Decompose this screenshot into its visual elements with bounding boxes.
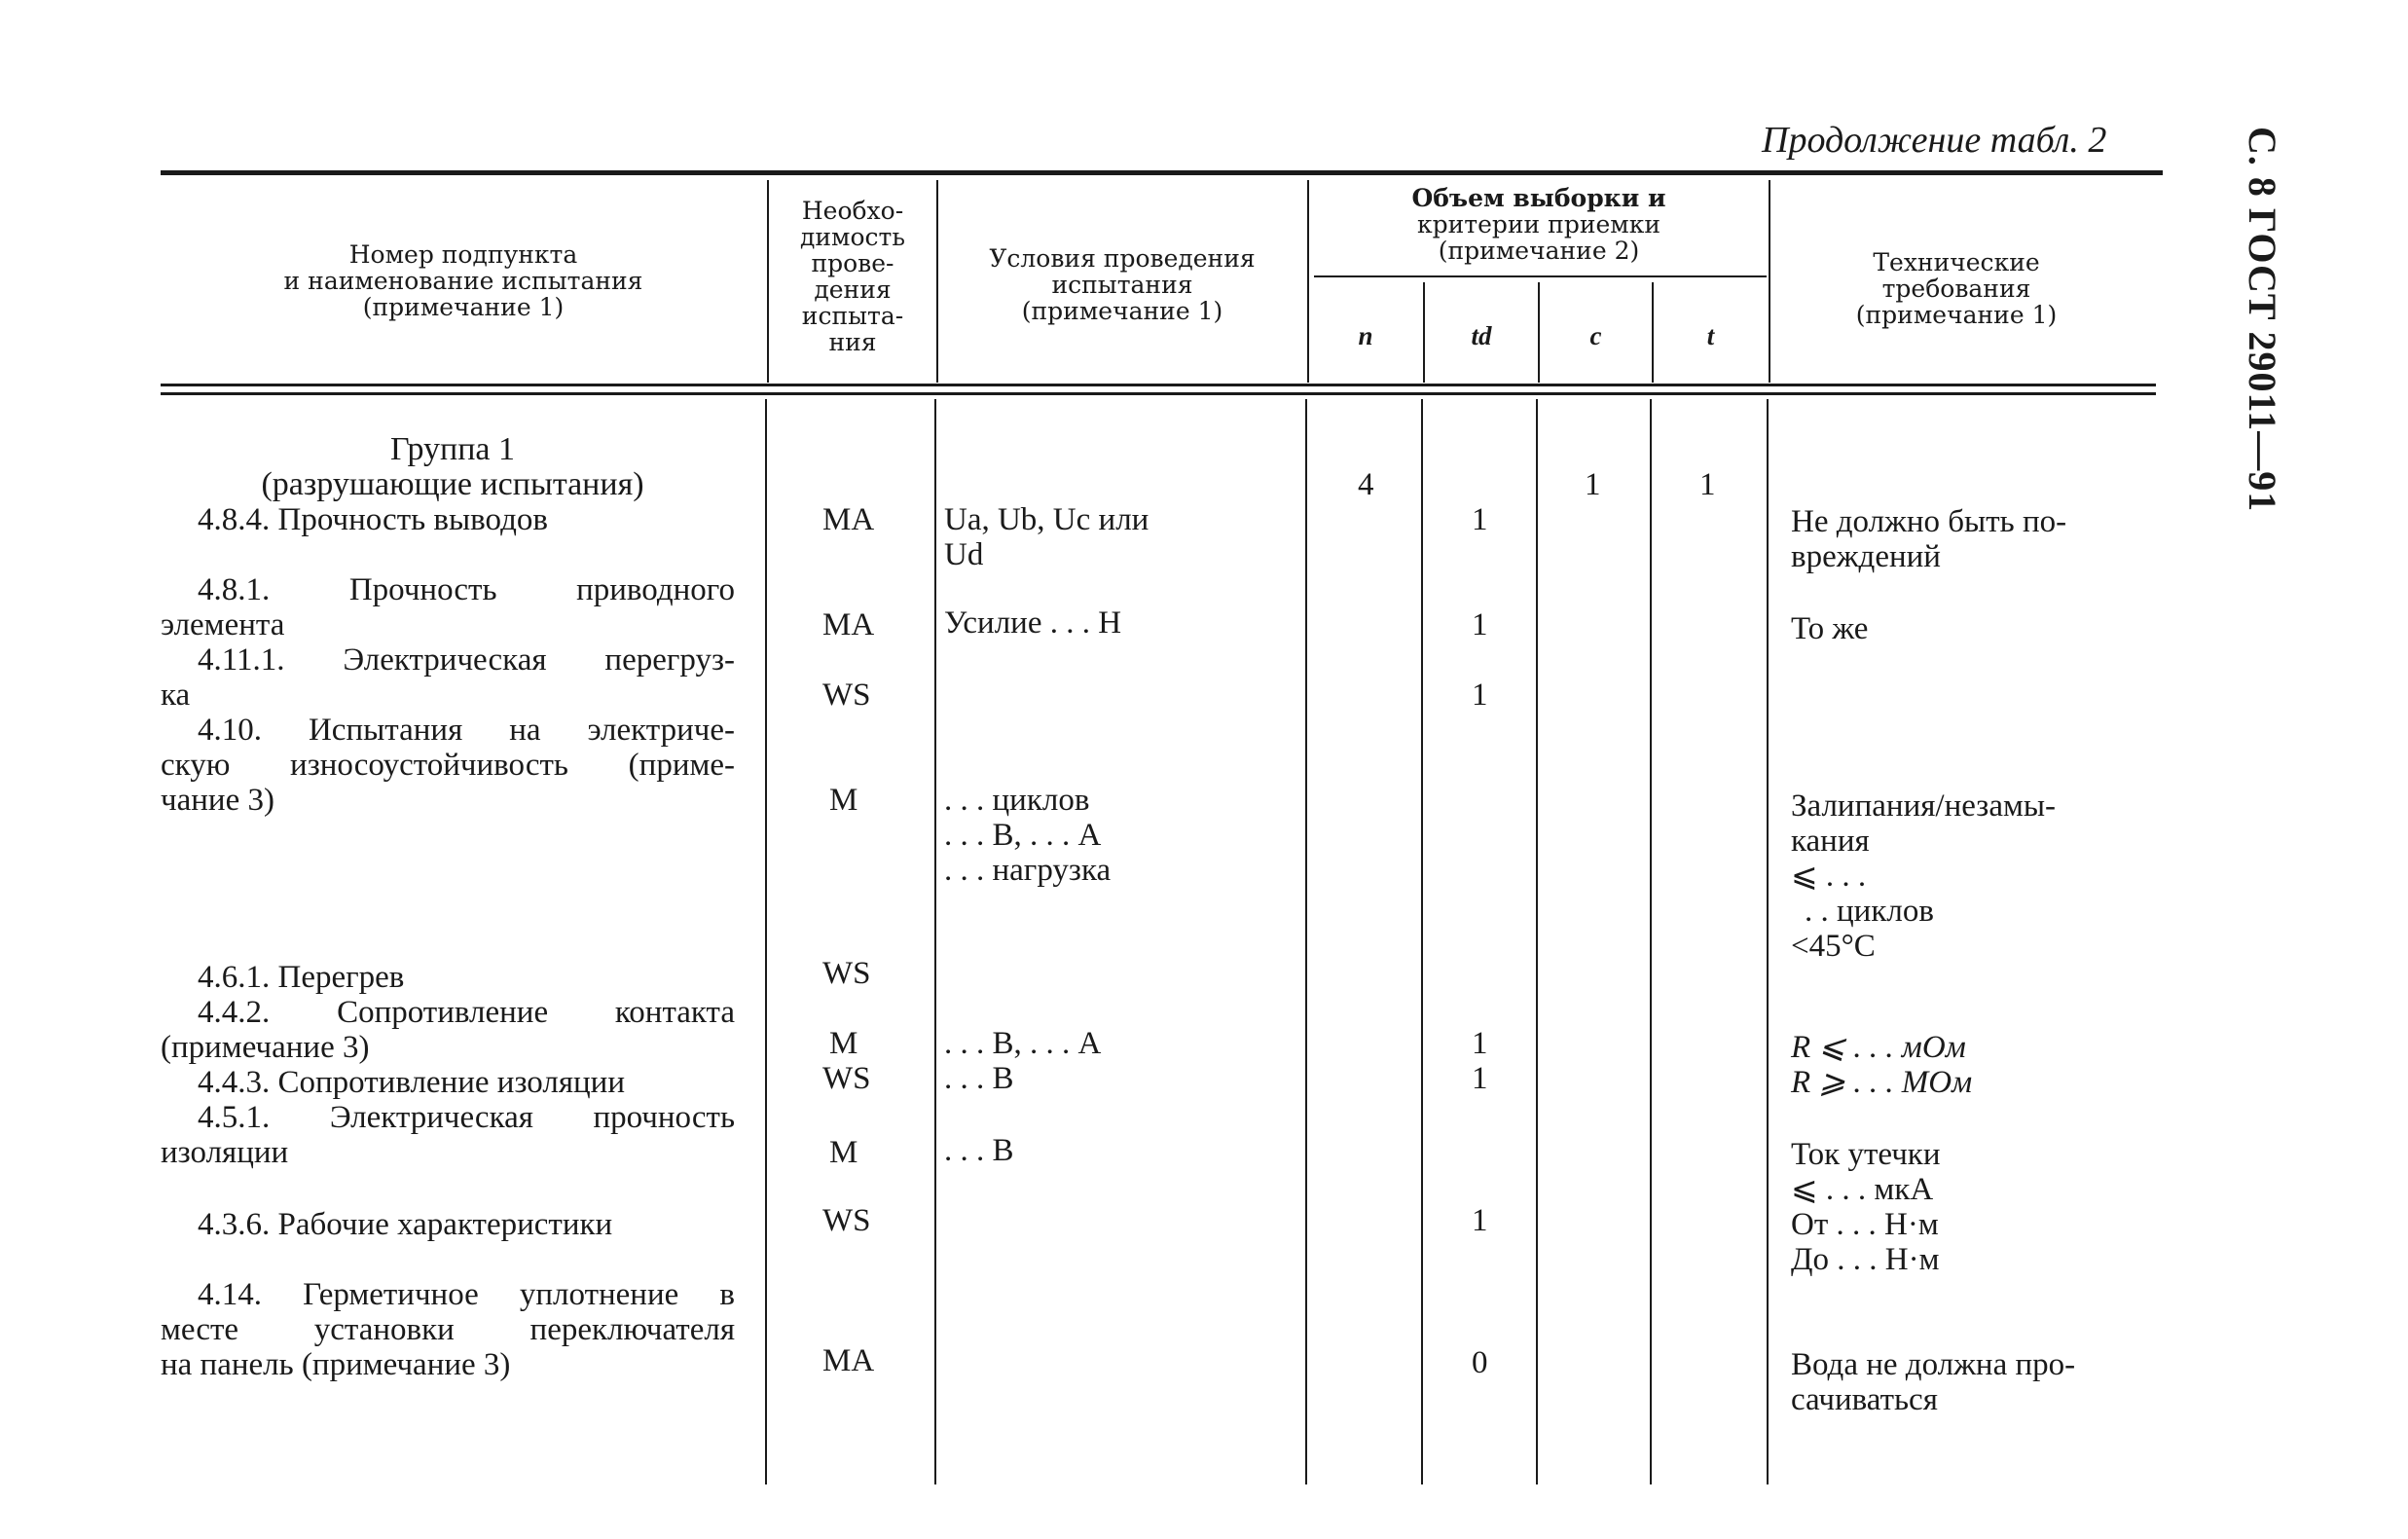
test-requirements: От . . . Н·м До . . . Н·м [1791,1207,1940,1277]
header-divider [936,180,938,383]
test-conditions: Усилие . . . Н [944,605,1122,641]
test-td: 1 [1472,1203,1488,1238]
group-criterion-c: 1 [1585,467,1601,502]
test-requirements: Ток утечки ⩽ . . . мкА [1791,1137,1941,1207]
group-criterion-t: 1 [1699,467,1716,502]
test-necessity: M [829,1026,858,1061]
test-necessity: WS [822,1061,871,1096]
test-conditions: . . . В [944,1061,1014,1096]
test-name: 4.8.4. Прочность выводов [198,502,548,537]
group-sample-n: 4 [1358,467,1374,502]
header-divider [1769,180,1770,383]
test-td: 1 [1472,1061,1488,1096]
header-divider [1307,180,1309,383]
test-necessity: MA [822,1343,875,1378]
header-sample-size: Объем выборки и критерии приемки (примечание 2) [1411,184,1666,265]
test-name: 4.5.1. Электрическая прочность изоляции [161,1100,735,1170]
column-divider [1536,399,1538,1484]
header-test-name: Номер подпункта и наименование испытания (примечание 1) [283,240,643,321]
test-necessity: M [829,783,858,818]
test-conditions: . . . В [944,1133,1014,1168]
test-necessity: MA [822,502,875,537]
test-conditions: . . . В, . . . А [944,1026,1102,1061]
header-test-conditions: Условия проведения испытания (примечание 1) [989,244,1256,325]
test-necessity: MA [822,607,875,642]
test-td: 1 [1472,502,1488,537]
test-name: 4.10. Испытания на электриче- скую износоустойчивость (приме- чание 3) [161,713,735,818]
test-requirements: Залипания/незамы- кания ⩽ . . . . . циклов <45°С [1791,788,2057,964]
test-name: 4.4.2. Сопротивление контакта (примечание 3) [161,995,735,1065]
column-divider [934,399,936,1484]
test-name: 4.8.1. Прочность приводного элемента [161,572,735,642]
test-necessity: WS [822,678,871,713]
test-td: 1 [1472,607,1488,642]
test-td: 1 [1472,678,1488,713]
header-test-necessity: Необхо- димость прове- дения испыта- ния [800,197,905,356]
header-sub-td: td [1471,321,1492,350]
header-technical-requirements: Технические требования (примечание 1) [1855,248,2058,329]
header-divider [767,180,769,383]
table-top-rule [161,170,2163,175]
header-sub-c: c [1589,321,1602,350]
test-name: 4.3.6. Рабочие характеристики [198,1207,613,1242]
test-requirements: R ⩽ . . . мОм [1791,1030,1966,1065]
column-divider [1767,399,1769,1484]
table-continuation-note: Продолжение табл. 2 [1762,120,2107,161]
test-requirements: Вода не должна про- сачиваться [1791,1347,2076,1417]
test-td: 1 [1472,1026,1488,1061]
test-name: 4.6.1. Перегрев [198,960,405,995]
header-sub-t: t [1706,321,1715,350]
test-td: 0 [1472,1345,1488,1380]
header-bottom-rule-2 [161,392,2156,395]
test-requirements: R ⩾ . . . МОм [1791,1065,1973,1100]
test-necessity: WS [822,1203,871,1238]
header-sub-n: n [1358,321,1373,350]
sample-subheader-rule [1314,275,1767,277]
column-divider [1305,399,1307,1484]
group-title: Группа 1 [389,431,516,467]
test-name: 4.11.1. Электрическая перегруз- ка [161,642,735,713]
column-divider [1650,399,1652,1484]
test-conditions: Ua, Ub, Uc или Ud [944,502,1149,572]
test-necessity: WS [822,956,871,991]
test-conditions: . . . циклов . . . В, . . . А . . . нагрузка [944,783,1112,888]
page-standard-label: С. 8 ГОСТ 29011—91 [2241,127,2284,513]
test-requirements: Не должно быть по- вреждений [1791,504,2067,574]
test-requirements: То же [1791,611,1869,646]
header-bottom-rule-1 [161,384,2156,386]
test-name: 4.4.3. Сопротивление изоляции [198,1065,625,1100]
test-necessity: M [829,1135,858,1170]
group-subtitle: (разрушающие испытания) [261,466,644,502]
column-divider [1421,399,1423,1484]
column-divider [765,399,767,1484]
test-name: 4.14. Герметичное уплотнение в месте установки переключателя на панель (примечание 3) [161,1277,735,1382]
